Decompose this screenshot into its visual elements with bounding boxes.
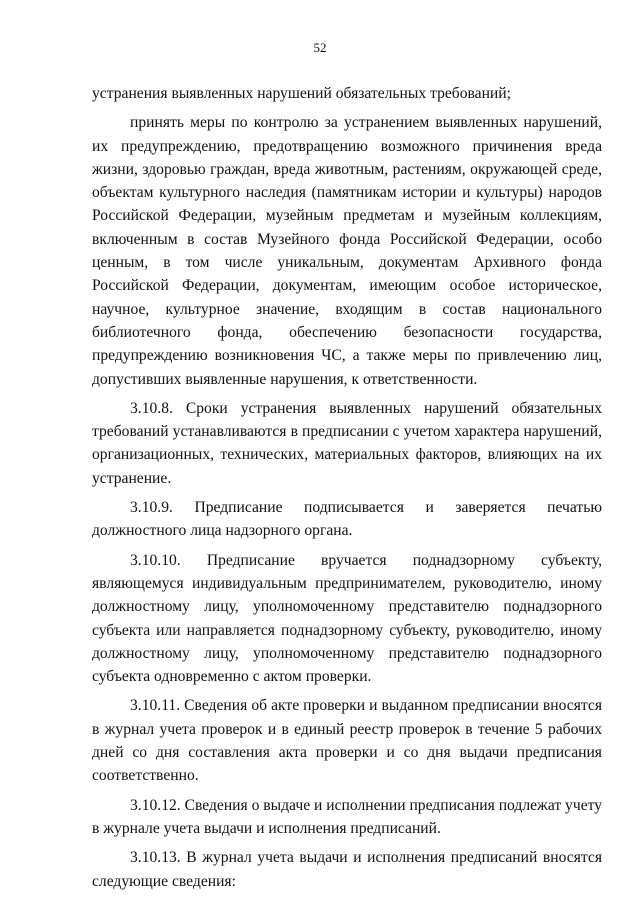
- paragraph-3-10-10: 3.10.10. Предписание вручается поднадзорному субъекту, являющемуся индивидуальным предпринимателем, руководителю, иному должностному лицу, уполномоченному представителю поднадзорного субъекта или направляется поднадзорному субъекту, руководителю, иному должностному лицу, уполномоченному представителю поднадзорного субъекта одновременно с актом проверки.: [92, 551, 602, 686]
- paragraph-3-10-9: 3.10.9. Предписание подписывается и заверяется печатью должностного лица надзорного органа.: [92, 499, 602, 540]
- paragraph-3-10-12: 3.10.12. Сведения о выдаче и исполнении предписания подлежат учету в журнале учета выдачи и исполнения предписаний.: [92, 796, 603, 837]
- paragraph-3-10-8: 3.10.8. Сроки устранения выявленных нарушений обязательных требований устанавливаются в предписании с учетом характера нарушений, организационных, технических, материальных факторов, влияющих на их устранение.: [92, 399, 602, 487]
- paragraph-measures: принять меры по контролю за устранением выявленных нарушений, их предупреждению, предотвращению возможного причинения вреда жизни, здоровью граждан, вреда животным, растениям, окружающей среде, объектам культурного наследия (памятникам истории и культуры) народов Российской Федерации, музейным предметам и музейным коллекциям, включенным в состав Музейного фонда Российской Федерации, особо ценным, в том числе уникальным, документам Архивного фонда Российской Федерации, документам, имеющим особое историческое, научное, культурное значение, входящим в состав национального библиотечного фонда, обеспечению безопасности государства, предупреждению возникновения ЧС, а также меры по привлечению лиц, допустивших выявленные нарушения, к ответственности.: [92, 114, 602, 388]
- paragraph-3-10-11: 3.10.11. Сведения об акте проверки и выданном предписании вносятся в журнал учета проверок и в единый реестр проверок в течение 5 рабочих дней со дня составления акта проверки и со дня выдачи предписания соответственно.: [92, 697, 602, 785]
- document-body: [92, 82, 602, 899]
- paragraph-continuation: устранения выявленных нарушений обязательных требований;: [92, 85, 511, 102]
- page-number: 52: [313, 40, 327, 55]
- paragraph-3-10-13: 3.10.13. В журнал учета выдачи и исполнения предписаний вносятся следующие сведения:: [92, 849, 602, 890]
